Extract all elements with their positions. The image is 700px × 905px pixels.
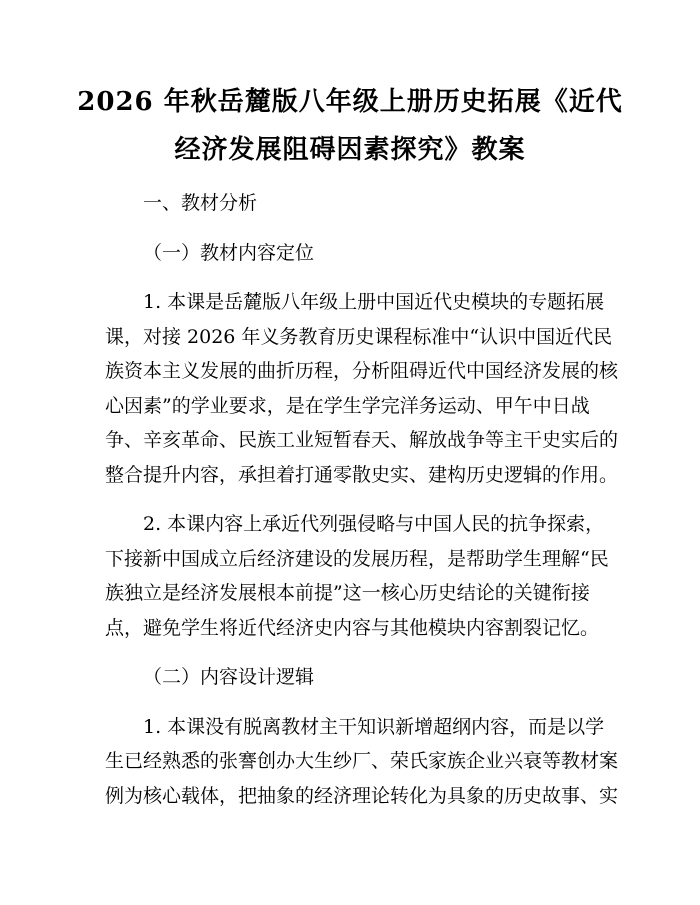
- paragraph-line: 整合提升内容，承担着打通零散史实、建构历史逻辑的作用。: [105, 463, 619, 486]
- subsection-heading-content-positioning: （一）教材内容定位: [143, 241, 315, 264]
- paragraph-2: [105, 507, 609, 645]
- document-title: [0, 78, 700, 174]
- paragraph-line: 点，避免学生将近代经济史内容与其他模块内容割裂记忆。: [105, 616, 600, 639]
- paragraph-line: 课，对接 2026 年义务教育历史课程标准中“认识中国近代民: [105, 325, 613, 348]
- paragraph-line: 族独立是经济发展根本前提”这一核心历史结论的关键衔接: [105, 582, 590, 604]
- document-body: [105, 186, 619, 828]
- paragraph-line: 例为核心载体，把抽象的经济理论转化为具象的历史故事、实: [105, 784, 619, 807]
- paragraph-line: 1. 本课是岳麓版八年级上册中国近代史模块的专题拓展: [143, 291, 605, 313]
- subsection-heading-design-logic: （二）内容设计逻辑: [143, 666, 315, 688]
- paragraph-line: 下接新中国成立后经济建设的发展历程，是帮助学生理解“民: [105, 547, 609, 570]
- paragraph-line: 2. 本课内容上承近代列强侵略与中国人民的抗争探索，: [143, 513, 605, 535]
- paragraph-3: [105, 710, 619, 814]
- paragraph-line: 心因素”的学业要求，是在学生学完洋务运动、甲午中日战: [105, 394, 590, 417]
- paragraph-line: 生已经熟悉的张謇创办大生纱厂、荣氏家族企业兴衰等教材案: [105, 750, 619, 772]
- paragraph-line: 1. 本课没有脱离教材主干知识新增超纲内容，而是以学: [143, 715, 605, 738]
- paragraph-1: [105, 285, 619, 492]
- title-line-1: 2026 年秋岳麓版八年级上册历史拓展《近代: [77, 87, 623, 117]
- section-heading-textbook-analysis: 一、教材分析: [143, 192, 258, 214]
- paragraph-line: 争、辛亥革命、民族工业短暂春天、解放战争等主干史实后的: [105, 429, 619, 451]
- paragraph-line: 族资本主义发展的曲折历程，分析阻碍近代中国经济发展的核: [105, 360, 619, 382]
- title-line-2: 经济发展阻碍因素探究》教案: [174, 135, 526, 165]
